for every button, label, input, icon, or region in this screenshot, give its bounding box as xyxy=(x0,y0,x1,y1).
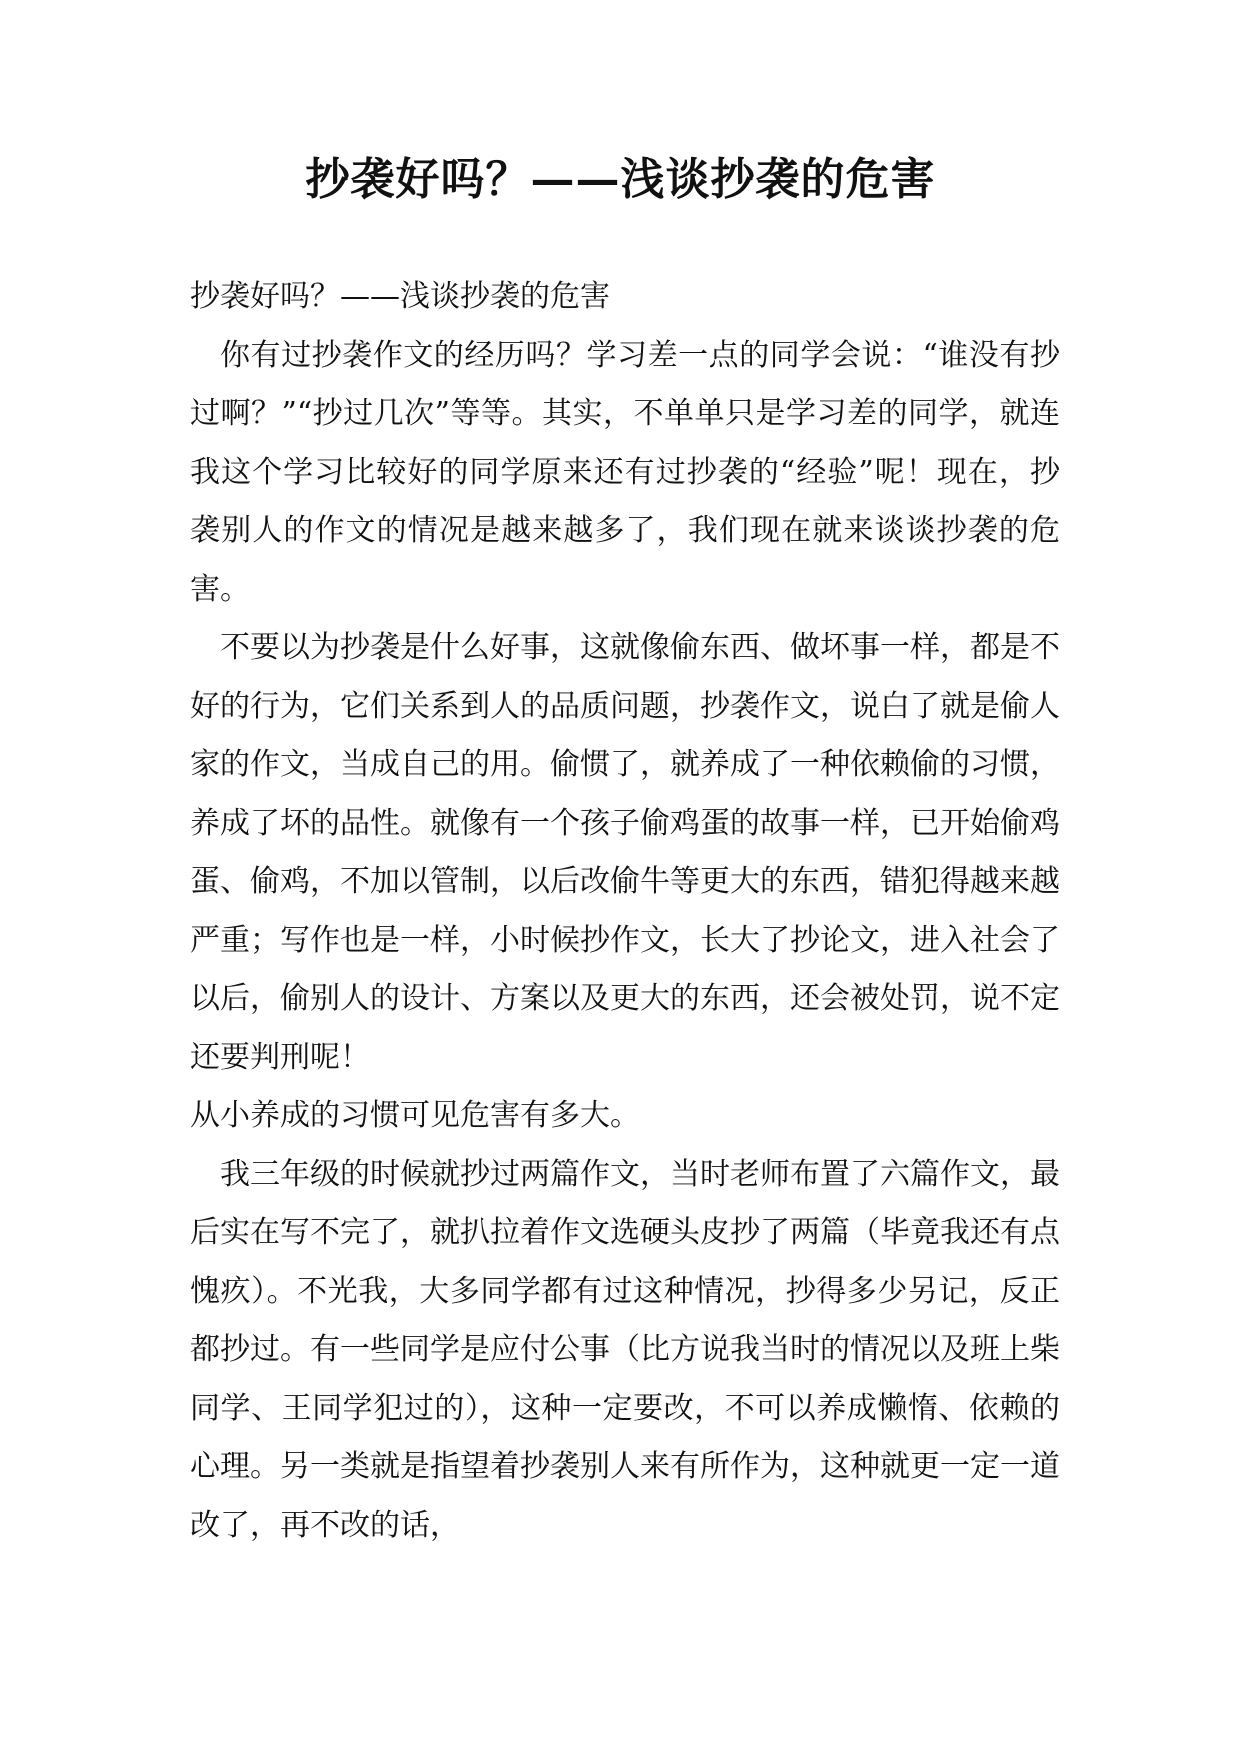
paragraph-2: 不要以为抄袭是什么好事，这就像偷东西、做坏事一样，都是不好的行为，它们关系到人的品质问题，抄袭作文，说白了就是偷人家的作文，当成自己的用。偷惯了，就养成了一种依赖偷的习惯，养成了坏的品性。就像有一个孩子偷鸡蛋的故事一样，已开始偷鸡蛋、偷鸡，不加以管制，以后改偷牛等更大的东西，错犯得越来越严重；写作也是一样，小时候抄作文，长大了抄论文，进入社会了以后，偷别人的设计、方案以及更大的东西，还会被处罚，说不定还要判刑呢！ xyxy=(190,630,1060,1075)
paragraph-1: 你有过抄袭作文的经历吗？学习差一点的同学会说：“谁没有抄过啊？”“抄过几次”等等。其实，不单单只是学习差的同学，就连我这个学习比较好的同学原来还有过抄袭的“经验”呢！现在，抄袭别人的作文的情况是越来越多了，我们现在就来谈谈抄袭的危害。 xyxy=(190,337,1060,607)
paragraph-2-continuation: 从小养成的习惯可见危害有多大。 xyxy=(190,1098,640,1133)
document-title: 抄袭好吗？——浅谈抄袭的危害 xyxy=(305,154,936,205)
document-body xyxy=(190,268,1060,1555)
paragraph-3: 我三年级的时候就抄过两篇作文，当时老师布置了六篇作文，最后实在写不完了，就扒拉着作文选硬头皮抄了两篇（毕竟我还有点愧疚）。不光我，大多同学都有过这种情况，抄得多少另记，反正都抄过。有一些同学是应付公事（比方说我当时的情况以及班上柴同学、王同学犯过的），这种一定要改，不可以养成懒惰、依赖的心理。另一类就是指望着抄袭别人来有所作为，这种就更一定一道改了，再不改的话， xyxy=(190,1156,1060,1543)
subtitle-line: 抄袭好吗？——浅谈抄袭的危害 xyxy=(190,279,610,314)
